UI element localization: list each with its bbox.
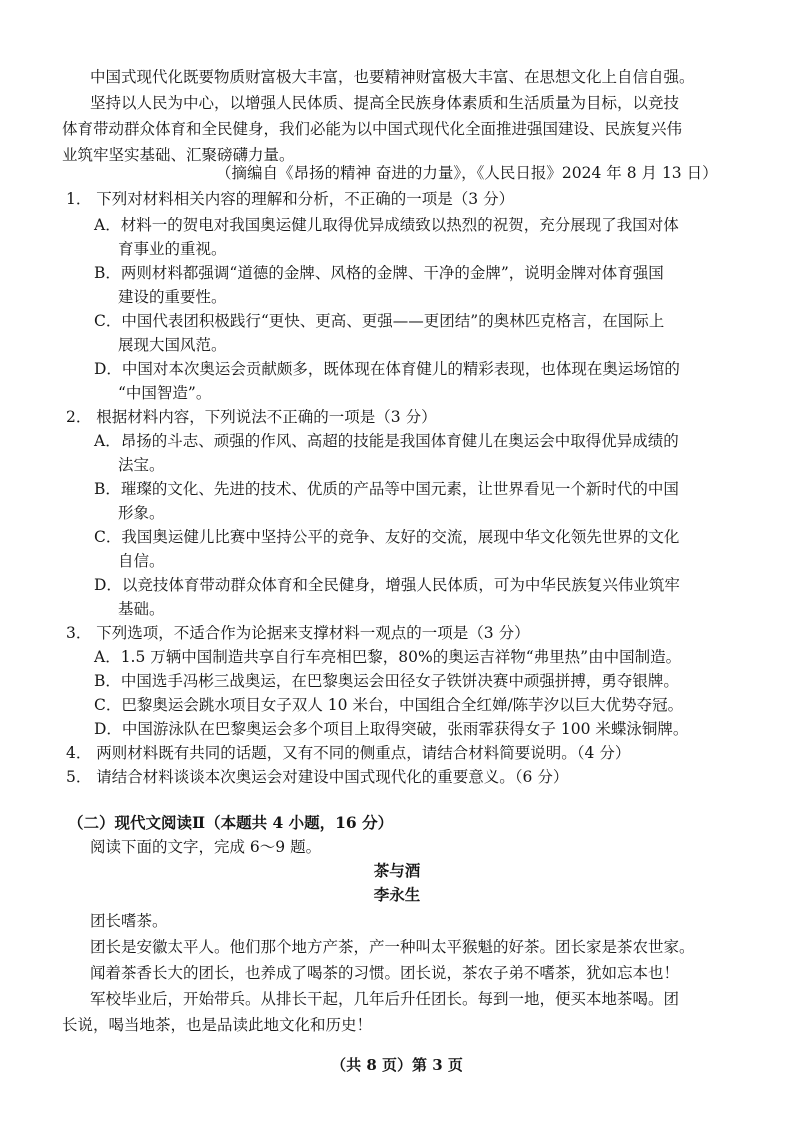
- section-heading: （二）现代文阅读Ⅱ（本题共 4 小题，16 分）: [68, 813, 394, 832]
- story-line: 团长嗜茶。: [90, 912, 168, 930]
- story-line: 长说，喝当地茶，也是品读此地文化和历史！: [62, 1016, 373, 1034]
- article-author: 李永生: [373, 885, 421, 904]
- question-5: 5． 请结合材料谈谈本次奥运会对建设中国式现代化的重要意义。（6 分）: [66, 768, 569, 786]
- question-3-stem: 3． 下列选项，不适合作为论据来支撑材料一观点的一项是（3 分）: [66, 624, 530, 642]
- q1-option-c: C．中国代表团积极践行“更快、更高、更强——更团结”的奥林匹克格言，在国际上: [94, 312, 665, 330]
- material-line: 坚持以人民为中心，以增强人民体质、提高全民族身体素质和生活质量为目标，以竞技: [90, 94, 680, 112]
- q3-option-b: B．中国选手冯彬三战奥运，在巴黎奥运会田径女子铁饼决赛中顽强拼搏，勇夺银牌。: [94, 672, 679, 690]
- q1-option-b: B．两则材料都强调“道德的金牌、风格的金牌、干净的金牌”，说明金牌对体育强国: [94, 264, 664, 282]
- q2-option-c-cont: 自信。: [118, 552, 165, 570]
- q3-option-c: C．巴黎奥运会跳水项目女子双人 10 米台，中国组合全红婵/陈芋汐以巨大优势夺冠。: [94, 696, 684, 714]
- material-line: 业筑牢坚实基础、汇聚磅礴力量。: [62, 146, 295, 164]
- article-title: 茶与酒: [373, 861, 421, 880]
- q2-option-d-cont: 基础。: [118, 600, 165, 618]
- page-footer: （共 8 页）第 3 页: [331, 1056, 463, 1074]
- material-line: 中国式现代化既要物质财富极大丰富，也要精神财富极大丰富、在思想文化上自信自强。: [90, 68, 695, 86]
- q1-option-a-cont: 育事业的重视。: [118, 240, 227, 258]
- q1-option-b-cont: 建设的重要性。: [118, 288, 227, 306]
- q3-option-d: D．中国游泳队在巴黎奥运会多个项目上取得突破，张雨霏获得女子 100 米蝶泳铜牌。: [94, 720, 689, 738]
- q1-option-d-cont: “中国智造”。: [118, 384, 212, 402]
- q2-option-a: A．昂扬的斗志、顽强的作风、高超的技能是我国体育健儿在奥运会中取得优异成绩的: [94, 432, 679, 450]
- story-line: 闻着茶香长大的团长，也养成了喝茶的习惯。团长说，茶农子弟不嗜茶，犹如忘本也！: [90, 964, 680, 982]
- q1-option-d: D．中国对本次奥运会贡献颇多，既体现在体育健儿的精彩表现，也体现在奥运场馆的: [94, 360, 680, 378]
- q2-option-b: B．璀璨的文化、先进的技术、优质的产品等中国元素，让世界看见一个新时代的中国: [94, 480, 679, 498]
- q1-option-c-cont: 展现大国风范。: [118, 336, 227, 354]
- q1-option-a: A．材料一的贺电对我国奥运健儿取得优异成绩致以热烈的祝贺，充分展现了我国对体: [94, 216, 679, 234]
- q2-option-b-cont: 形象。: [118, 504, 165, 522]
- question-2-stem: 2． 根据材料内容，下列说法不正确的一项是（3 分）: [66, 408, 437, 426]
- material-line: 体育带动群众体育和全民健身，我们必能为以中国式现代化全面推进强国建设、民族复兴伟: [62, 120, 683, 138]
- q3-option-a: A．1.5 万辆中国制造共享自行车亮相巴黎，80%的奥运吉祥物“弗里热”由中国制造。: [94, 648, 682, 666]
- q2-option-c: C．我国奥运健儿比赛中坚持公平的竞争、友好的交流，展现中华文化领先世界的文化: [94, 528, 680, 546]
- q2-option-d: D．以竞技体育带动群众体育和全民健身，增强人民体质，可为中华民族复兴伟业筑牢: [94, 576, 680, 594]
- q2-option-a-cont: 法宝。: [118, 456, 165, 474]
- question-1-stem: 1． 下列对材料相关内容的理解和分析，不正确的一项是（3 分）: [66, 190, 515, 208]
- story-line: 军校毕业后，开始带兵。从排长干起，几年后升任团长。每到一地，便买本地茶喝。团: [90, 990, 680, 1008]
- section-instruction: 阅读下面的文字，完成 6～9 题。: [90, 838, 322, 856]
- story-line: 团长是安徽太平人。他们那个地方产茶，产一种叫太平猴魁的好茶。团长家是茶农世家。: [90, 938, 695, 956]
- question-4: 4． 两则材料既有共同的话题，又有不同的侧重点，请结合材料简要说明。（4 分）: [66, 744, 631, 762]
- material-source: （摘编自《昂扬的精神 奋进的力量》，《人民日报》2024 年 8 月 13 日）: [216, 164, 718, 182]
